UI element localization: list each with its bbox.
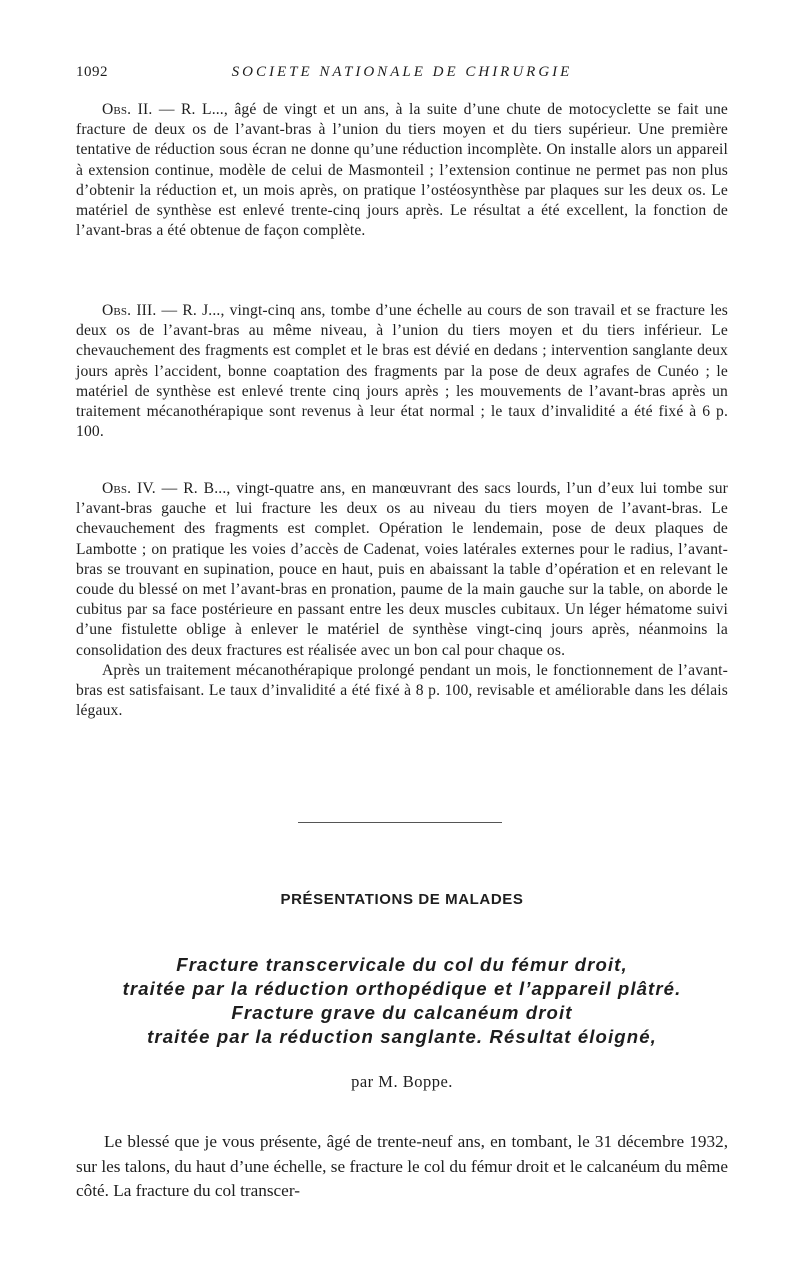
observation-paragraph (76, 301, 728, 442)
observation-paragraph: Après un traitement mécanothérapique prolongé pendant un mois, le fonctionnement de l’avant-bras est satisfaisant. Le taux d’invalidité a été fixé à 8 p. 100, revisable et améliorable dans les délais légaux. (76, 661, 728, 720)
observation-3 (76, 301, 728, 442)
observation-paragraph (76, 479, 728, 661)
page-number: 1092 (76, 64, 108, 80)
section-divider (298, 822, 502, 823)
article-title-line: Fracture grave du calcanéum droit (231, 1002, 573, 1023)
section-heading: PRÉSENTATIONS DE MALADES (280, 891, 524, 908)
article-author: par M. Boppe. (351, 1072, 453, 1091)
observation-text: — R. J..., vingt-cinq ans, tombe d’une échelle au cours de son travail et se fracture les deux os de l’avant-bras au même niveau, à l’union du tiers moyen et du tiers inférieur. Le chevauchement des fragments est complet et le bras est dévié en dedans ; intervention sanglante deux jours après l’accident, bonne coaptation des fragments par la pose de deux agrafes de Cunéo ; le matériel de synthèse est enlevé trente cinq jours après ; les mouvements de l’avant-bras après un traitement mécanothérapique sont revenus à leur état normal ; le taux d’invalidité a été fixé à 6 p. 100. (76, 302, 728, 441)
article-title-line: traitée par la réduction orthopédique et l’appareil plâtré. (122, 978, 682, 999)
body-paragraph: Le blessé que je vous présente, âgé de trente-neuf ans, en tombant, le 31 décembre 1932, sur les talons, du haut d’une échelle, se fracture le col du fémur droit et le calcanéum du même côté. La fracture du col transcer- (76, 1132, 728, 1200)
observation-text: — R. B..., vingt-quatre ans, en manœuvrant des sacs lourds, l’un d’eux lui tombe sur l’avant-bras gauche et lui fracture les deux os au niveau du tiers moyen de l’avant-bras. Le chevauchement des fragments est complet. Opération le lendemain, pose de deux plaques de Lambotte ; on pratique les voies d’accès de Cadenat, voies latérales externes pour le radius, l’avant-bras se trouvant en supination, pouce en haut, puis en abaissant la table d’opération et en relevant le coude du blessé on met l’avant-bras en pronation, paume de la main gauche sur la table, on aborde le cubitus par sa face postérieure en passant entre les deux muscles cubitaux. Un léger hématome suivi d’une fistulette oblige à enlever le matériel de synthèse vingt-cinq jours après, néanmoins la consolidation des deux fractures est réalisée avec un bon cal pour chaque os. (76, 480, 728, 659)
observation-label: Obs. IV. (102, 480, 156, 497)
observation-text: — R. L..., âgé de vingt et un ans, à la suite d’une chute de motocyclette se fait une fracture de deux os de l’avant-bras à l’union du tiers moyen et du tiers supérieur. Une première tentative de réduction sous écran ne donne qu’une réduction incomplète. On installe alors un appareil à extension continue, modèle de celui de Masmonteil ; l’extension continue ne permet pas non plus d’obtenir la réduction et, un mois après, on pratique l’ostéosynthèse par plaques sur les deux os. Le matériel de synthèse est enlevé trente-cinq jours après. Le résultat a été excellent, la fonction de l’avant-bras a été obtenue de façon complète. (76, 101, 728, 240)
article-body (76, 1130, 728, 1204)
page-header (76, 64, 728, 86)
observation-2 (76, 100, 728, 241)
running-title: SOCIETE NATIONALE DE CHIRURGIE (231, 64, 573, 80)
observation-4 (76, 479, 728, 721)
article-title-line: Fracture transcervicale du col du fémur droit, (176, 954, 628, 975)
article-title-line: traitée par la réduction sanglante. Résultat éloigné, (147, 1026, 657, 1047)
observation-label: Obs. II. (102, 101, 153, 118)
article-title (60, 953, 744, 1049)
observation-label: Obs. III. (102, 302, 157, 319)
observation-paragraph (76, 100, 728, 241)
